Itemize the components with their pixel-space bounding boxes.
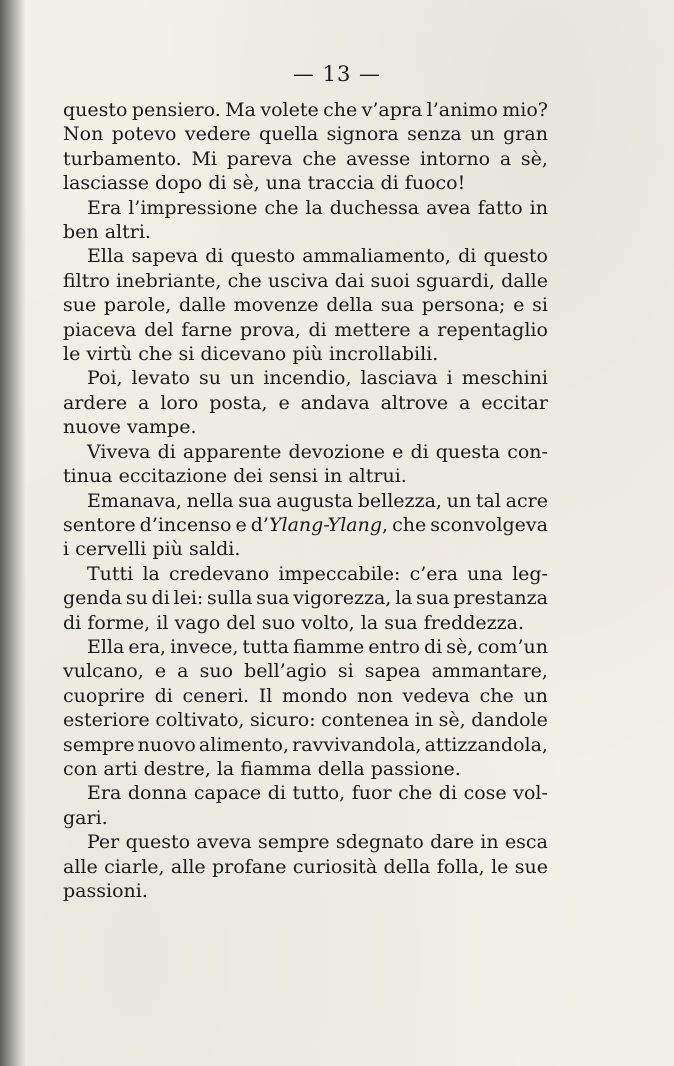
word: la bbox=[142, 562, 160, 585]
word: pensiero. bbox=[131, 99, 221, 121]
word: genda bbox=[63, 587, 123, 610]
word: avea bbox=[426, 196, 471, 219]
word: freddezza. bbox=[423, 611, 524, 634]
word: traccia bbox=[307, 172, 375, 195]
word: ardere bbox=[63, 391, 128, 414]
word: dalle bbox=[178, 294, 226, 317]
word: sua bbox=[380, 294, 415, 317]
word: che bbox=[138, 343, 173, 366]
text-line bbox=[63, 513, 548, 537]
word: in bbox=[529, 196, 548, 219]
word: ammantare, bbox=[431, 660, 548, 683]
word: cose bbox=[463, 782, 507, 805]
word: un bbox=[229, 367, 255, 390]
word: arti bbox=[103, 757, 138, 780]
word: destre, bbox=[143, 757, 211, 780]
paragraph bbox=[63, 196, 548, 245]
word: sicuro: bbox=[249, 709, 316, 732]
word: che bbox=[264, 196, 299, 219]
word: in bbox=[323, 465, 343, 488]
word: di bbox=[423, 635, 443, 658]
text-line bbox=[63, 489, 548, 513]
word: suoi bbox=[370, 269, 410, 292]
word: Tutti bbox=[87, 562, 134, 585]
word: un bbox=[470, 123, 495, 146]
word: tutta bbox=[242, 635, 289, 658]
word: la bbox=[360, 611, 379, 634]
word: incrollabili. bbox=[328, 343, 439, 366]
word: eccitar bbox=[481, 391, 548, 414]
text-line bbox=[63, 537, 548, 561]
word: di bbox=[151, 587, 170, 610]
word: un bbox=[446, 489, 472, 512]
word: l’impressione bbox=[128, 196, 258, 219]
paragraph bbox=[63, 489, 548, 562]
text-line bbox=[63, 611, 548, 635]
word: sè, bbox=[446, 635, 474, 658]
word: e bbox=[392, 440, 404, 463]
word: sconvolgeva bbox=[430, 513, 548, 536]
word: entro bbox=[368, 635, 420, 658]
text-line bbox=[63, 318, 548, 342]
word: del bbox=[144, 318, 174, 341]
text-line bbox=[63, 122, 548, 146]
word: senza bbox=[407, 123, 462, 146]
text-line bbox=[63, 171, 548, 195]
word: com’un bbox=[477, 635, 548, 658]
word: c’era bbox=[409, 562, 458, 585]
word: a bbox=[499, 147, 512, 170]
word: della bbox=[326, 294, 374, 317]
word: e bbox=[154, 660, 167, 683]
word: la bbox=[305, 196, 323, 219]
word: prova, bbox=[240, 318, 301, 341]
word: levato bbox=[131, 367, 190, 390]
word: sapea bbox=[364, 660, 421, 683]
word: alle bbox=[170, 855, 206, 878]
word: a bbox=[459, 391, 471, 414]
word: Ella bbox=[87, 635, 125, 658]
text-line bbox=[63, 586, 548, 610]
paragraph bbox=[63, 781, 548, 830]
text-line bbox=[63, 659, 548, 683]
word: di bbox=[438, 782, 458, 805]
word: mettere bbox=[334, 318, 411, 341]
word: lasciava bbox=[360, 367, 438, 390]
page-number: — 13 — bbox=[292, 62, 382, 86]
word: e bbox=[513, 294, 525, 317]
word: Il bbox=[258, 684, 273, 707]
word: piaceva bbox=[63, 318, 137, 341]
word: vago bbox=[174, 611, 221, 634]
word: curiosità bbox=[292, 855, 378, 878]
word: una bbox=[467, 562, 503, 585]
text-line bbox=[63, 781, 548, 805]
word: fiamme bbox=[292, 635, 365, 658]
word: la bbox=[395, 587, 413, 610]
word: vigorezza, bbox=[293, 587, 392, 610]
word: questa bbox=[435, 440, 501, 463]
word: di bbox=[208, 172, 227, 195]
word: sguardi, bbox=[416, 269, 495, 292]
text-line bbox=[63, 562, 548, 586]
word: profane bbox=[212, 855, 287, 878]
text-line bbox=[63, 293, 548, 317]
word: del bbox=[226, 611, 256, 634]
word: fuoco! bbox=[404, 172, 466, 195]
word: eccitazione bbox=[118, 465, 228, 488]
word: con- bbox=[507, 440, 548, 463]
word: vedere bbox=[184, 123, 251, 146]
word: nella bbox=[186, 489, 234, 512]
word: di bbox=[308, 318, 327, 341]
text-line bbox=[63, 415, 548, 439]
word: il bbox=[156, 611, 169, 634]
word: di bbox=[63, 611, 82, 634]
word: su bbox=[198, 367, 221, 390]
word: filtro bbox=[63, 269, 110, 292]
word: che bbox=[302, 147, 337, 170]
word: l’animo bbox=[426, 99, 498, 121]
word: sentore bbox=[63, 513, 136, 536]
word: mio? bbox=[502, 99, 548, 121]
text-line bbox=[63, 269, 548, 293]
text-line bbox=[63, 147, 548, 171]
word: alimento, bbox=[198, 733, 290, 756]
word: posta, bbox=[209, 391, 268, 414]
word: avesse bbox=[346, 147, 411, 170]
word: di bbox=[458, 245, 477, 268]
word: mondo bbox=[282, 684, 348, 707]
word: prestanza bbox=[453, 587, 548, 610]
word: sdegnato bbox=[335, 831, 424, 854]
text-line bbox=[63, 196, 548, 220]
word: della bbox=[383, 855, 431, 878]
word: più bbox=[292, 343, 323, 366]
word: sua bbox=[384, 611, 418, 634]
word: suo bbox=[199, 660, 234, 683]
word: le bbox=[491, 855, 509, 878]
word: cuoprire bbox=[63, 684, 145, 707]
word: ravvivandola, bbox=[292, 733, 422, 756]
word: sensi bbox=[268, 465, 318, 488]
word: sempre bbox=[63, 733, 135, 756]
word: quella bbox=[259, 123, 319, 146]
word: ceneri. bbox=[182, 684, 250, 707]
word: ciarle, bbox=[104, 855, 165, 878]
word: capace bbox=[193, 782, 262, 805]
word: questo bbox=[230, 245, 296, 268]
paragraph bbox=[63, 98, 548, 196]
word: dalle bbox=[501, 269, 548, 292]
word: sulla bbox=[207, 587, 253, 610]
word: tal bbox=[475, 489, 501, 512]
word: virtù bbox=[86, 343, 133, 366]
word: signora bbox=[326, 123, 399, 146]
word: questo bbox=[125, 831, 191, 854]
paragraph bbox=[63, 440, 548, 489]
word: che bbox=[398, 782, 433, 805]
word: attizzandola, bbox=[424, 733, 548, 756]
word: più bbox=[152, 538, 183, 561]
word: dandole bbox=[471, 709, 548, 732]
book-spine-shadow bbox=[0, 0, 26, 1066]
word: potevo bbox=[111, 123, 177, 146]
word: incendio, bbox=[263, 367, 352, 390]
word: dai bbox=[334, 269, 365, 292]
word: vampe. bbox=[126, 416, 197, 439]
text-line bbox=[63, 830, 548, 854]
word: augusta bbox=[276, 489, 354, 512]
text-line bbox=[63, 366, 548, 390]
word: dei bbox=[233, 465, 263, 488]
word: Mi bbox=[191, 147, 217, 170]
word: la bbox=[216, 757, 235, 780]
word: intorno bbox=[419, 147, 491, 170]
word: Poi, bbox=[87, 367, 123, 390]
word: volete bbox=[260, 99, 319, 121]
word: dopo bbox=[155, 172, 203, 195]
word: di bbox=[205, 245, 224, 268]
word: aveva bbox=[196, 831, 252, 854]
word: ben bbox=[63, 221, 99, 244]
word: sua bbox=[416, 587, 450, 610]
body-text bbox=[63, 98, 548, 903]
italic-term: Ylang-Ylang bbox=[268, 513, 382, 536]
word: usciva bbox=[267, 269, 329, 292]
word: passione. bbox=[370, 757, 461, 780]
word: forme, bbox=[87, 611, 151, 634]
text-line bbox=[63, 391, 548, 415]
word: si bbox=[532, 294, 548, 317]
word: contenea bbox=[321, 709, 410, 732]
word: e bbox=[278, 391, 290, 414]
word: una bbox=[265, 172, 302, 195]
word: fatto bbox=[477, 196, 523, 219]
word: in bbox=[414, 709, 434, 732]
word: donna bbox=[127, 782, 188, 805]
word: a bbox=[177, 660, 189, 683]
word: fuor bbox=[351, 782, 392, 805]
word: che bbox=[323, 99, 358, 121]
word: repentaglio bbox=[437, 318, 548, 341]
word: tutto, bbox=[292, 782, 346, 805]
text-line bbox=[63, 855, 548, 879]
text-line bbox=[63, 244, 548, 268]
word: sue bbox=[63, 294, 97, 317]
word: cervelli bbox=[75, 538, 147, 561]
word: di bbox=[157, 440, 176, 463]
word: vol- bbox=[513, 782, 548, 805]
word: movenze bbox=[233, 294, 319, 317]
word: e bbox=[235, 513, 247, 536]
word: di bbox=[410, 440, 429, 463]
word: vulcano, bbox=[63, 660, 144, 683]
text-line bbox=[63, 440, 548, 464]
word: pareva bbox=[226, 147, 293, 170]
word: folla, bbox=[436, 855, 485, 878]
word: era, bbox=[128, 635, 167, 658]
word: un bbox=[523, 684, 548, 707]
word: Viveva bbox=[87, 440, 151, 463]
word: sè, bbox=[438, 709, 466, 732]
word: che bbox=[227, 269, 262, 292]
word: gran bbox=[503, 123, 548, 146]
word: le bbox=[63, 343, 81, 366]
word: Era bbox=[87, 782, 122, 805]
word: a bbox=[418, 318, 430, 341]
word: devozione bbox=[288, 440, 386, 463]
word: altrove bbox=[380, 391, 449, 414]
word: altri. bbox=[104, 221, 151, 244]
word: d’incenso bbox=[139, 513, 232, 536]
word: di bbox=[154, 684, 173, 707]
word: dare bbox=[430, 831, 474, 854]
text-line bbox=[63, 220, 548, 244]
word: persona; bbox=[421, 294, 506, 317]
word: Ma bbox=[225, 99, 256, 121]
word: gari. bbox=[63, 806, 108, 829]
word: non bbox=[356, 684, 393, 707]
paragraph bbox=[63, 562, 548, 635]
word: v’apra bbox=[361, 99, 423, 121]
word: esteriore bbox=[63, 709, 150, 732]
word: i bbox=[446, 367, 453, 390]
word: impeccabile: bbox=[278, 562, 401, 585]
word: duchessa bbox=[329, 196, 420, 219]
word: sapeva bbox=[131, 245, 199, 268]
word: della bbox=[317, 757, 365, 780]
paragraph bbox=[63, 830, 548, 903]
text-line bbox=[63, 757, 548, 781]
word: con bbox=[63, 757, 98, 780]
text-line bbox=[63, 879, 548, 903]
word: sè, bbox=[232, 172, 260, 195]
word: su bbox=[125, 587, 148, 610]
word: turbamento. bbox=[63, 147, 182, 170]
word: bellezza, bbox=[357, 489, 442, 512]
word: che bbox=[392, 513, 427, 536]
word: acre bbox=[505, 489, 548, 512]
word: di bbox=[267, 782, 286, 805]
word: lei: bbox=[173, 587, 204, 610]
word: saldi. bbox=[188, 538, 241, 561]
word: altrui. bbox=[348, 465, 407, 488]
word: tinua bbox=[63, 465, 113, 488]
word: vedeva bbox=[402, 684, 470, 707]
word: inebriante, bbox=[116, 269, 222, 292]
word: credevano bbox=[169, 562, 270, 585]
text-line bbox=[63, 635, 548, 659]
word: che bbox=[479, 684, 514, 707]
word: leg- bbox=[512, 562, 548, 585]
word: dicevano bbox=[200, 343, 287, 366]
word: parole, bbox=[103, 294, 172, 317]
text-line bbox=[63, 708, 548, 732]
word: questo bbox=[483, 245, 548, 268]
word: loro bbox=[160, 391, 199, 414]
text-line bbox=[63, 733, 548, 757]
word: coltivato, bbox=[155, 709, 245, 732]
word: sempre bbox=[258, 831, 330, 854]
word: si bbox=[337, 660, 354, 683]
word: Per bbox=[87, 831, 120, 854]
text-line bbox=[63, 806, 548, 830]
word: passioni. bbox=[63, 880, 148, 902]
word: lasciasse bbox=[63, 172, 149, 195]
word: fiamma bbox=[240, 757, 312, 780]
word: questo bbox=[63, 99, 128, 121]
paragraph bbox=[63, 366, 548, 439]
paragraph bbox=[63, 244, 548, 366]
word: alle bbox=[63, 855, 98, 878]
word: farne bbox=[181, 318, 233, 341]
word: di bbox=[380, 172, 399, 195]
word: Ella bbox=[87, 245, 125, 268]
paragraph bbox=[63, 635, 548, 781]
text-line bbox=[63, 342, 548, 366]
word: sè, bbox=[520, 147, 548, 170]
word: nuovo bbox=[137, 733, 196, 756]
text-line bbox=[63, 98, 548, 122]
word: sua bbox=[256, 587, 290, 610]
word: apparente bbox=[182, 440, 282, 463]
word: Non bbox=[63, 123, 104, 146]
word: meschini bbox=[461, 367, 548, 390]
text-line bbox=[63, 684, 548, 708]
word: sue bbox=[514, 855, 548, 878]
word: nuove bbox=[63, 416, 121, 439]
word: Era bbox=[87, 196, 122, 219]
word: ammaliamento, bbox=[302, 245, 451, 268]
word: suo bbox=[261, 611, 296, 634]
word: invece, bbox=[170, 635, 239, 658]
word: sua bbox=[238, 489, 272, 512]
word: d’Ylang-Ylang, bbox=[250, 513, 389, 536]
word: i bbox=[63, 538, 70, 561]
word: in bbox=[480, 831, 499, 854]
word: Emanava, bbox=[87, 489, 182, 512]
word: a bbox=[138, 391, 150, 414]
word: andava bbox=[300, 391, 370, 414]
word: bell’agio bbox=[244, 660, 327, 683]
word: esca bbox=[504, 831, 548, 854]
word: volto, bbox=[301, 611, 355, 634]
word: si bbox=[178, 343, 195, 366]
text-line bbox=[63, 464, 548, 488]
